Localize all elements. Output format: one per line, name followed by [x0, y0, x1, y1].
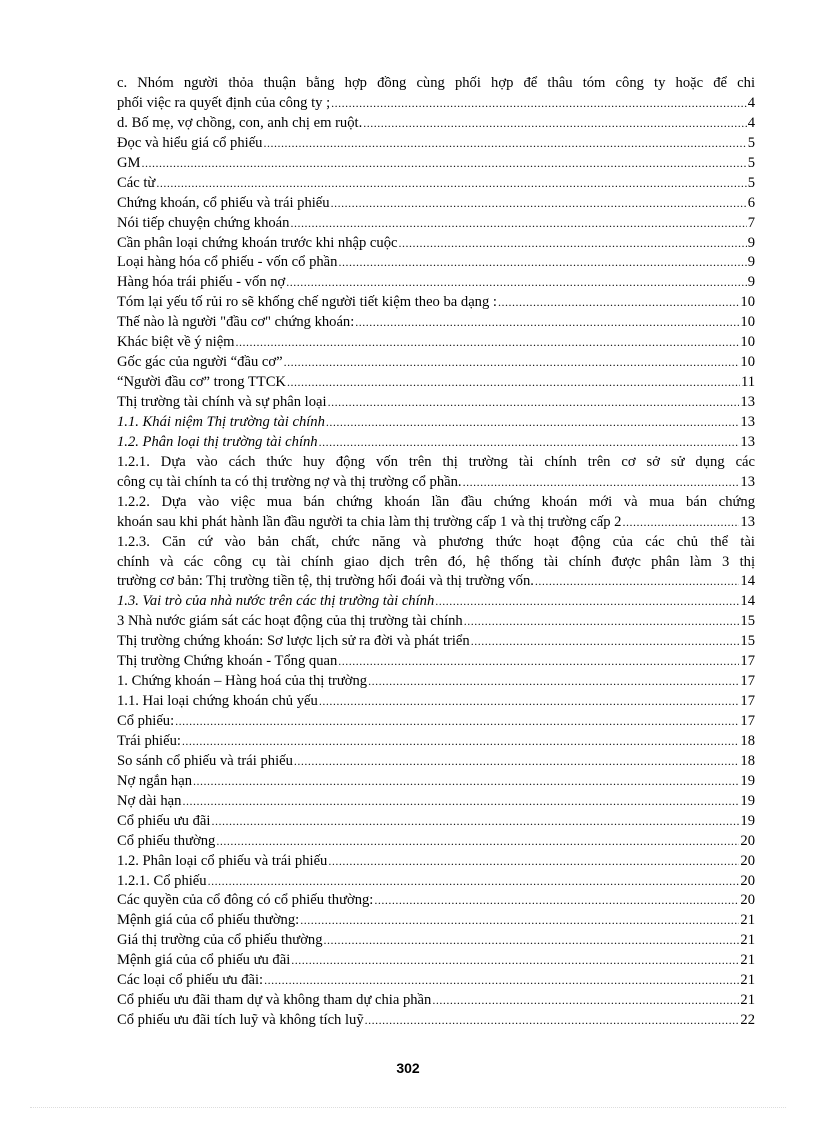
- toc-entry-line: 1.2.1. Dựa vào cách thức huy động vốn trên thị trường tài chính trên cơ sở sử dụng các: [117, 453, 755, 470]
- toc-entry-label: Nợ dài hạn: [117, 792, 182, 809]
- toc-entry[interactable]: [117, 652, 755, 672]
- toc-entry[interactable]: [117, 234, 755, 254]
- toc-entry-label: Tóm lại yếu tố rủi ro sẽ khống chế người tiết kiệm theo ba dạng :: [117, 294, 497, 311]
- toc-entry-row: [117, 891, 755, 911]
- toc-entry-label: Các từ: [117, 174, 156, 191]
- toc-entry-line: 1.2.2. Dựa vào việc mua bán chứng khoán lần đầu chứng khoán mới và mua bán chứng: [117, 493, 755, 510]
- toc-entry-label: Đọc và hiểu giá cổ phiếu: [117, 134, 263, 151]
- toc-entry-row: [117, 154, 755, 174]
- toc-entry[interactable]: [117, 911, 755, 931]
- toc-entry-page: 17: [740, 673, 755, 690]
- toc-entry-label: 1. Chứng khoán – Hàng hoá của thị trường: [117, 673, 368, 690]
- toc-entry[interactable]: [117, 134, 755, 154]
- toc-entry-label: 1.1. Hai loại chứng khoán chủ yếu: [117, 693, 318, 710]
- toc-entry-page: 21: [740, 992, 755, 1009]
- toc-entry[interactable]: [117, 373, 755, 393]
- toc-entry-row: [117, 632, 755, 652]
- dot-leader: [365, 1011, 740, 1031]
- toc-entry-label: d. Bố mẹ, vợ chồng, con, anh chị em ruột.: [117, 114, 363, 131]
- dot-leader: [286, 273, 746, 293]
- toc-entry-label: 1.2.1. Cổ phiếu: [117, 872, 207, 889]
- toc-entry[interactable]: [117, 453, 755, 493]
- dot-leader: [211, 812, 739, 832]
- toc-entry-label: Các loại cổ phiếu ưu đãi:: [117, 972, 264, 989]
- toc-entry-page: 17: [740, 693, 755, 710]
- toc-entry-page: 19: [740, 812, 755, 829]
- dot-leader: [319, 692, 740, 712]
- toc-entry-label: Cổ phiếu ưu đãi tích luỹ và không tích luỹ: [117, 1012, 364, 1029]
- dot-leader: [328, 393, 740, 413]
- toc-entry-page: 20: [740, 892, 755, 909]
- toc-entry-label: GM: [117, 154, 141, 171]
- dot-leader: [193, 772, 739, 792]
- toc-entry-page: 13: [740, 513, 755, 530]
- toc-entry-label: Thị trường chứng khoán: Sơ lược lịch sử ra đời và phát triển: [117, 633, 470, 650]
- toc-entry-row: [117, 812, 755, 832]
- toc-entry[interactable]: [117, 812, 755, 832]
- toc-entry[interactable]: [117, 612, 755, 632]
- toc-entry-label: So sánh cổ phiếu và trái phiếu: [117, 752, 293, 769]
- toc-entry-row: [117, 94, 755, 114]
- dot-leader: [156, 174, 746, 194]
- toc-entry[interactable]: [117, 433, 755, 453]
- toc-entry-label: Nói tiếp chuyện chứng khoán: [117, 214, 290, 231]
- toc-entry-row: [117, 712, 755, 732]
- toc-entry-page: 4: [747, 94, 755, 111]
- toc-entry-row: [117, 253, 755, 273]
- dot-leader: [182, 792, 739, 812]
- toc-entry-page: 5: [747, 174, 755, 191]
- dot-leader: [182, 732, 739, 752]
- toc-entry-row: [117, 772, 755, 792]
- toc-entry-page: 14: [740, 573, 755, 590]
- toc-entry-row: [117, 852, 755, 872]
- toc-entry-row: [117, 134, 755, 154]
- dot-leader: [328, 852, 739, 872]
- toc-entry[interactable]: [117, 413, 755, 433]
- toc-entry-row: [117, 413, 755, 433]
- dot-leader: [338, 253, 746, 273]
- toc-entry-row: [117, 393, 755, 413]
- toc-entry[interactable]: [117, 214, 755, 234]
- toc-entry[interactable]: [117, 752, 755, 772]
- dot-leader: [464, 612, 740, 632]
- toc-entry-label: phối việc ra quyết định của công ty ;: [117, 94, 331, 111]
- toc-entry[interactable]: [117, 712, 755, 732]
- toc-entry-label: Thị trường Chứng khoán - Tổng quan: [117, 653, 338, 670]
- toc-entry-label: 3 Nhà nước giám sát các hoạt động của thị trường tài chính: [117, 613, 463, 630]
- toc-entry-label: Cổ phiếu ưu đãi: [117, 812, 211, 829]
- toc-entry-label: khoán sau khi phát hành lần đầu người ta chia làm thị trường cấp 1 và thị trường cấp 2: [117, 513, 622, 530]
- toc-entry-page: 15: [740, 633, 755, 650]
- toc-entry-page: 7: [747, 214, 755, 231]
- toc-entry-label: Giá thị trường của cổ phiếu thường: [117, 932, 323, 949]
- toc-entry-label: Chứng khoán, cổ phiếu và trái phiếu: [117, 194, 330, 211]
- dot-leader: [175, 712, 739, 732]
- toc-entry-line: 1.2.3. Căn cứ vào bản chất, chức năng và phương thức hoạt động của các chủ thể tài: [117, 533, 755, 550]
- dot-leader: [264, 971, 739, 991]
- dot-leader: [498, 293, 739, 313]
- toc-entry-row: [117, 572, 755, 592]
- toc-entry[interactable]: [117, 931, 755, 951]
- toc-entry[interactable]: [117, 592, 755, 612]
- toc-entry-label: 1.2. Phân loại cổ phiếu và trái phiếu: [117, 852, 328, 869]
- toc-entry-page: 21: [740, 932, 755, 949]
- toc-entry[interactable]: [117, 792, 755, 812]
- toc-entry[interactable]: [117, 891, 755, 911]
- toc-entry-row: [117, 652, 755, 672]
- toc-entry-row: [117, 991, 755, 1011]
- dot-leader: [432, 991, 739, 1011]
- table-of-contents: [117, 74, 755, 1031]
- toc-entry[interactable]: [117, 333, 755, 353]
- toc-entry-label: Thị trường tài chính và sự phân loại: [117, 394, 327, 410]
- toc-entry-label: Cổ phiếu thường: [117, 832, 216, 849]
- toc-entry-row: [117, 353, 755, 373]
- dot-leader: [300, 911, 739, 931]
- dot-leader: [368, 672, 739, 692]
- toc-entry-row: [117, 473, 755, 493]
- dot-leader: [471, 632, 740, 652]
- toc-entry-row: [117, 433, 755, 453]
- toc-entry-label: Gốc gác của người “đầu cơ”: [117, 354, 283, 371]
- toc-entry-row: [117, 333, 755, 353]
- toc-entry-row: [117, 214, 755, 234]
- toc-entry-row: [117, 373, 755, 393]
- toc-entry-row: [117, 194, 755, 214]
- toc-entry-label: Hàng hóa trái phiếu - vốn nợ: [117, 274, 286, 291]
- dot-leader: [236, 333, 740, 353]
- dot-leader: [535, 572, 740, 592]
- toc-entry-page: 10: [740, 314, 755, 331]
- dot-leader: [319, 433, 740, 453]
- dot-leader: [263, 134, 746, 154]
- toc-entry-page: 18: [740, 752, 755, 769]
- toc-entry-row: [117, 872, 755, 892]
- toc-entry-label: Thế nào là người "đầu cơ" chứng khoán:: [117, 314, 355, 331]
- toc-entry-page: 4: [747, 114, 755, 131]
- toc-entry-page: 11: [740, 374, 755, 391]
- toc-entry-page: 6: [747, 194, 755, 211]
- toc-entry-page: 22: [740, 1012, 755, 1029]
- dot-leader: [287, 373, 740, 393]
- toc-entry-row: [117, 752, 755, 772]
- toc-entry-row: [117, 971, 755, 991]
- toc-entry-page: 10: [740, 294, 755, 311]
- toc-entry-label: trường cơ bản: Thị trường tiền tệ, thị trường hối đoái và thị trường vốn.: [117, 573, 534, 590]
- toc-entry[interactable]: [117, 772, 755, 792]
- toc-entry[interactable]: [117, 672, 755, 692]
- toc-entry-page: 10: [740, 334, 755, 351]
- toc-entry-label: 1.3. Vai trò của nhà nước trên các thị trường tài chính: [117, 593, 435, 610]
- dot-leader: [463, 473, 740, 493]
- toc-entry-page: 19: [740, 792, 755, 809]
- toc-entry-row: [117, 592, 755, 612]
- dot-leader: [355, 313, 739, 333]
- dot-leader: [142, 154, 747, 174]
- dot-leader: [331, 94, 747, 114]
- toc-entry-row: [117, 114, 755, 134]
- toc-entry[interactable]: [117, 174, 755, 194]
- toc-entry-page: 9: [747, 234, 755, 251]
- dot-leader: [284, 353, 740, 373]
- toc-entry-line: chính và các công cụ tài chính giao dịch trên đó, hệ thống tài chính được phân làm 3 thị: [117, 553, 755, 570]
- dot-leader: [398, 234, 746, 254]
- dot-leader: [294, 752, 740, 772]
- toc-entry[interactable]: [117, 293, 755, 313]
- toc-entry-line: c. Nhóm người thỏa thuận bằng hợp đồng cùng phối hợp để thâu tóm công ty hoặc để chi: [117, 75, 755, 91]
- toc-entry-row: [117, 612, 755, 632]
- toc-entry-page: 10: [740, 354, 755, 371]
- toc-entry-page: 13: [740, 433, 755, 450]
- toc-entry[interactable]: [117, 732, 755, 752]
- toc-entry-row: [117, 313, 755, 333]
- toc-entry-label: 1.1. Khái niệm Thị trường tài chính: [117, 413, 325, 430]
- dot-leader: [622, 513, 739, 533]
- toc-entry[interactable]: [117, 951, 755, 971]
- toc-entry[interactable]: [117, 533, 755, 593]
- toc-entry-row: [117, 931, 755, 951]
- dot-leader: [435, 592, 739, 612]
- dot-leader: [216, 832, 739, 852]
- dot-leader: [326, 413, 740, 433]
- toc-entry[interactable]: [117, 74, 755, 114]
- toc-entry[interactable]: [117, 194, 755, 214]
- toc-entry-row: [117, 792, 755, 812]
- toc-entry-page: 13: [740, 413, 755, 430]
- toc-entry-page: 13: [740, 394, 755, 410]
- toc-entry-page: 5: [747, 154, 755, 171]
- toc-entry-row: [117, 234, 755, 254]
- toc-entry-page: 13: [740, 473, 755, 490]
- toc-entry[interactable]: [117, 852, 755, 872]
- toc-entry-label: Cổ phiếu ưu đãi tham dự và không tham dự chia phần: [117, 992, 432, 1009]
- dot-leader: [291, 951, 739, 971]
- toc-entry-page: 5: [747, 134, 755, 151]
- toc-entry-label: Cần phân loại chứng khoán trước khi nhập cuộc: [117, 234, 398, 251]
- toc-entry[interactable]: [117, 493, 755, 533]
- toc-entry[interactable]: [117, 273, 755, 293]
- footer-divider: [30, 1107, 786, 1108]
- toc-entry-page: 9: [747, 274, 755, 291]
- toc-entry[interactable]: [117, 692, 755, 712]
- toc-entry-label: Nợ ngắn hạn: [117, 772, 192, 789]
- toc-entry[interactable]: [117, 872, 755, 892]
- toc-entry-label: Cổ phiếu:: [117, 713, 175, 729]
- dot-leader: [338, 652, 739, 672]
- toc-entry-page: 20: [740, 832, 755, 849]
- toc-entry-label: công cụ tài chính ta có thị trường nợ và thị trường cổ phần.: [117, 473, 462, 490]
- dot-leader: [208, 872, 740, 892]
- toc-entry-page: 19: [740, 772, 755, 789]
- toc-entry-label: Mệnh giá của cổ phiếu ưu đãi: [117, 952, 291, 969]
- dot-leader: [374, 891, 739, 911]
- dot-leader: [324, 931, 740, 951]
- toc-entry[interactable]: [117, 114, 755, 134]
- toc-entry[interactable]: [117, 1011, 755, 1031]
- toc-entry-page: 17: [740, 713, 755, 729]
- toc-entry-row: [117, 513, 755, 533]
- dot-leader: [363, 114, 746, 134]
- toc-entry-label: “Người đầu cơ” trong TTCK: [117, 374, 286, 391]
- toc-entry[interactable]: [117, 971, 755, 991]
- toc-entry[interactable]: [117, 353, 755, 373]
- toc-entry-page: 21: [740, 972, 755, 989]
- toc-entry[interactable]: [117, 313, 755, 333]
- toc-entry[interactable]: [117, 991, 755, 1011]
- toc-entry-row: [117, 672, 755, 692]
- toc-entry-label: Loại hàng hóa cổ phiếu - vốn cổ phần: [117, 254, 338, 271]
- dot-leader: [331, 194, 747, 214]
- toc-entry-row: [117, 911, 755, 931]
- toc-entry-label: Trái phiếu:: [117, 732, 181, 749]
- toc-entry-row: [117, 951, 755, 971]
- toc-entry-page: 21: [740, 952, 755, 969]
- toc-entry-page: 14: [740, 593, 755, 610]
- toc-entry[interactable]: [117, 253, 755, 273]
- toc-entry-row: [117, 293, 755, 313]
- toc-entry-page: 18: [740, 732, 755, 749]
- toc-entry-page: 20: [740, 872, 755, 889]
- toc-entry-row: [117, 273, 755, 293]
- toc-entry-page: 17: [740, 653, 755, 670]
- toc-entry-page: 21: [740, 912, 755, 929]
- dot-leader: [290, 214, 746, 234]
- toc-entry[interactable]: [117, 393, 755, 413]
- toc-entry-row: [117, 692, 755, 712]
- toc-entry[interactable]: [117, 154, 755, 174]
- toc-entry[interactable]: [117, 832, 755, 852]
- toc-entry-label: 1.2. Phân loại thị trường tài chính: [117, 433, 318, 450]
- toc-entry-page: 20: [740, 852, 755, 869]
- toc-entry-row: [117, 1011, 755, 1031]
- toc-entry-label: Khác biệt về ý niệm: [117, 334, 235, 351]
- toc-entry-label: Mệnh giá của cổ phiếu thường:: [117, 912, 300, 929]
- page-number: 302: [396, 1060, 420, 1076]
- toc-entry-label: Các quyền của cổ đông có cổ phiếu thường:: [117, 892, 374, 909]
- toc-entry[interactable]: [117, 632, 755, 652]
- toc-entry-page: 15: [740, 613, 755, 630]
- toc-entry-row: [117, 832, 755, 852]
- toc-entry-page: 9: [747, 254, 755, 271]
- toc-entry-row: [117, 174, 755, 194]
- toc-entry-row: [117, 732, 755, 752]
